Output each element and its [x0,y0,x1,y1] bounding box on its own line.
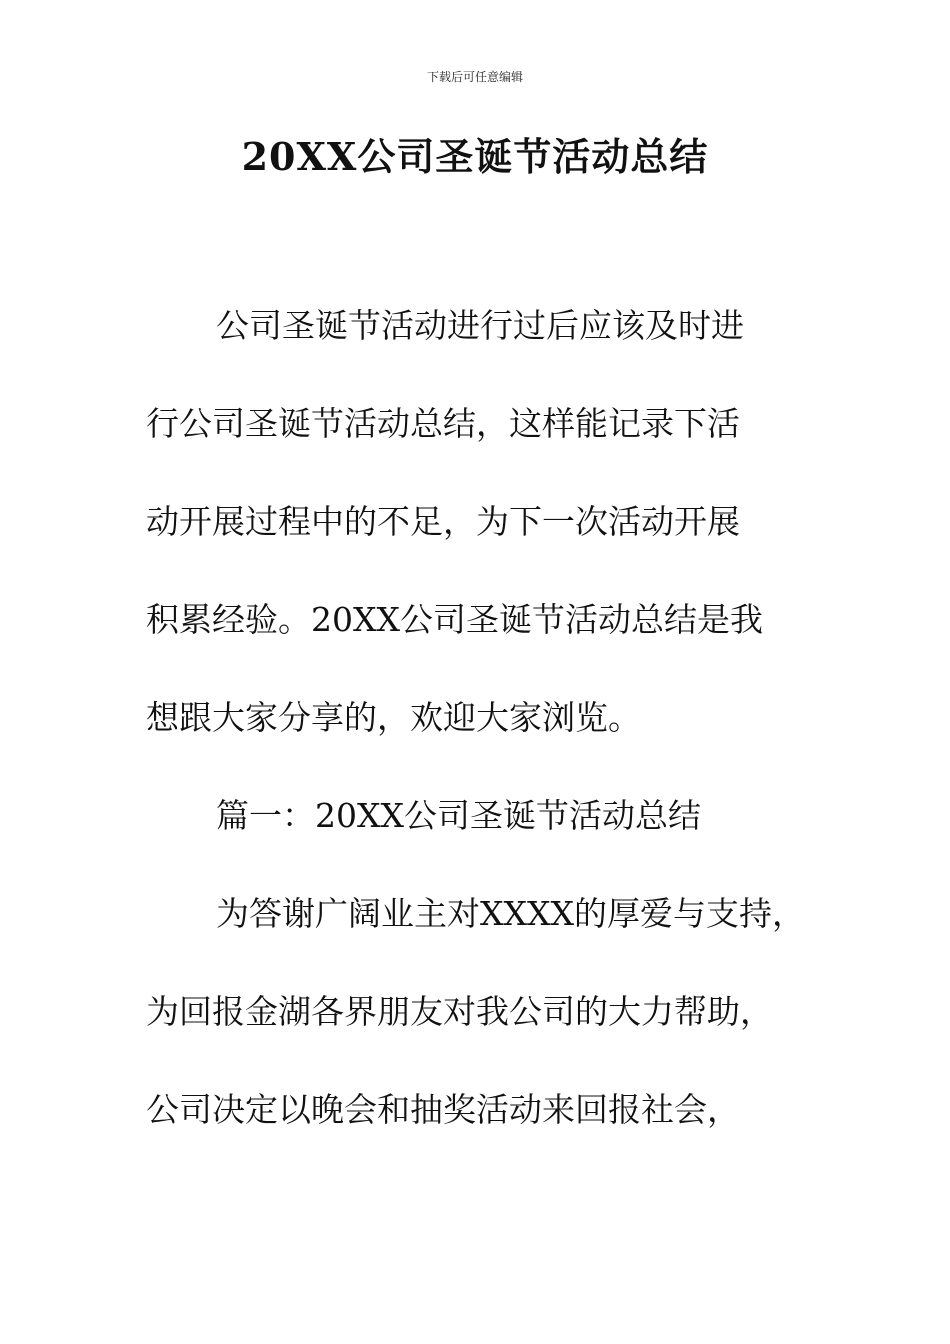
header-note: 下载后可任意编辑 [426,70,523,84]
paragraph-line: 公司圣诞节活动进行过后应该及时进 [216,306,744,345]
paragraph-line: 想跟大家分享的，欢迎大家浏览。 [146,698,641,737]
section-heading: 篇一：20XX公司圣诞节活动总结 [216,796,701,835]
paragraph-line: 积累经验。20XX公司圣诞节活动总结是我 [146,600,763,639]
paragraph-line: 为回报金湖各界朋友对我公司的大力帮助， [146,992,773,1031]
paragraph-line: 行公司圣诞节活动总结，这样能记录下活 [146,404,740,443]
paragraph-line: 动开展过程中的不足，为下一次活动开展 [146,502,740,541]
paragraph-line: 公司决定以晚会和抽奖活动来回报社会， [146,1090,740,1129]
document-title: 20XX公司圣诞节活动总结 [241,134,709,179]
paragraph-line: 为答谢广阔业主对XXXX的厚爱与支持， [216,894,805,933]
document-body [146,296,826,1178]
